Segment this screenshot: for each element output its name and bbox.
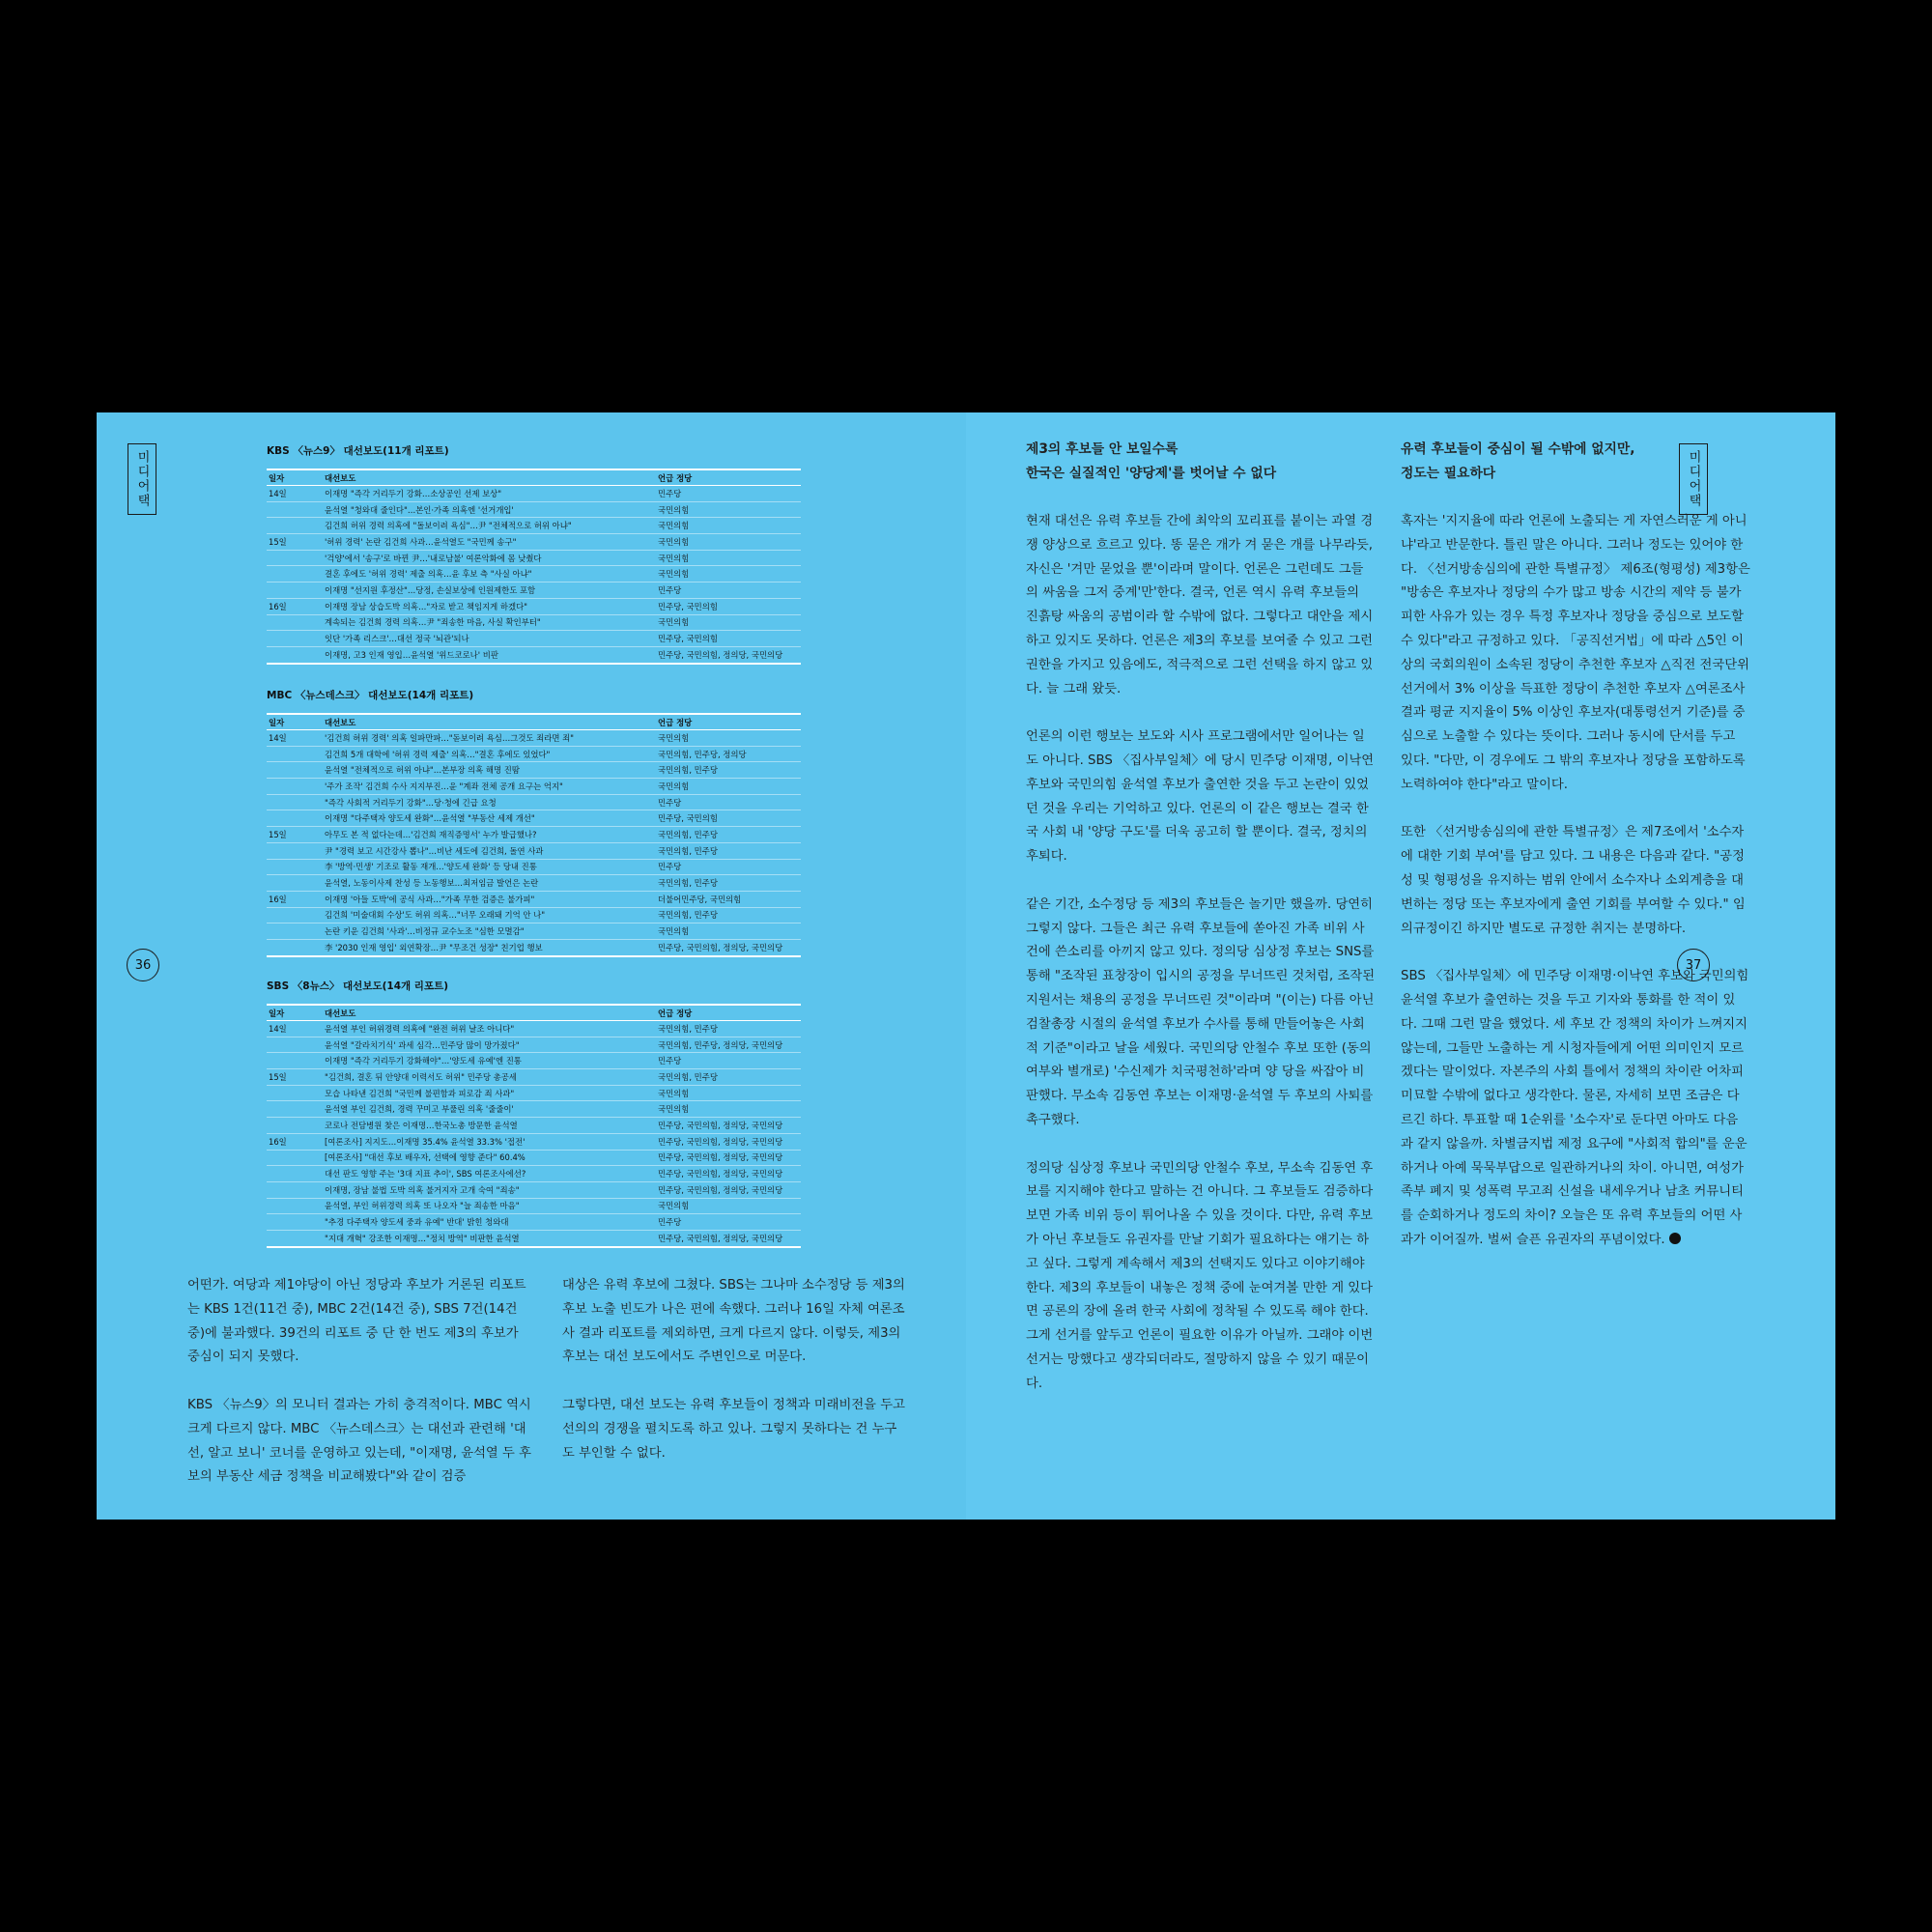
table-row [267,1166,801,1182]
table-row [267,1230,801,1246]
cell-party: 국민의힘, 민주당 [656,1021,801,1037]
cell-party: 국민의힘, 민주당 [656,1069,801,1086]
report-table [267,469,801,665]
col-header-report: 대선보도 [325,472,356,483]
cell-report: 김건희 5개 대학에 '허위 경력 제출' 의혹…"결혼 후에도 있었다" [323,746,656,762]
table-row [267,859,801,875]
cell-party: 민주당, 국민의힘, 정의당, 국민의당 [656,1181,801,1198]
col-header-report: 대선보도 [325,717,356,727]
table-row [267,923,801,940]
section-tag: 미디어택 [1679,443,1708,515]
cell-report: '걱양'에서 '송구'로 바뀐 尹…'내로남불' 여론악화에 몸 낮췄다 [323,550,656,566]
paragraph: 어떤가. 여당과 제1야당이 아닌 정당과 후보가 거론된 리포트는 KBS 1건(11건 중), MBC 2건(14건 중), SBS 7건(14건 중)에 불과했다. 39건의 리포트 중 단 한 번도 제3의 후보가 중심이 되지 못했다. [187,1278,526,1365]
paragraph: 대상은 유력 후보에 그쳤다. SBS는 그나마 소수정당 등 제3의 후보 노출 빈도가 나은 편에 속했다. 그러나 16일 자체 여론조사 결과 리포트를 제외하면, 크게 다르지 않다. 이렇듯, 제3의 후보는 대선 보도에서도 주변인으로 머문다. [562,1278,905,1365]
cell-report: 윤석열 부인 김건희, 경력 꾸미고 부풀린 의혹 '줄줄이' [323,1101,656,1118]
heading-line: 유력 후보들이 중심이 될 수밖에 없지만, [1401,441,1635,457]
table-row [267,550,801,566]
cell-report: 윤석열, 노동이사제 찬성 등 노동행보…최저임금 발언은 논란 [323,875,656,892]
cell-party: 민주당, 국민의힘, 정의당, 국민의당 [656,1166,801,1182]
cell-date [267,1053,323,1069]
table-row [267,1198,801,1214]
cell-report: "지대 개혁" 강조한 이재명…"정치 방역" 비판한 윤석열 [323,1230,656,1246]
table-row [267,730,801,747]
table-row [267,1133,801,1150]
cell-report: 논란 키운 김건희 '사과'…비정규 교수노조 "심한 모멸감" [323,923,656,940]
cell-party: 민주당 [656,859,801,875]
cell-date [267,631,323,647]
table-row [267,1053,801,1069]
section-heading [1401,438,1750,486]
table-row [267,794,801,810]
cell-party: 국민의힘, 민주당 [656,907,801,923]
cell-report: "김건희, 결혼 뒤 안양대 이력서도 허위" 민주당 총공세 [323,1069,656,1086]
cell-party: 국민의힘 [656,550,801,566]
cell-date: 15일 [267,534,323,551]
cell-party: 국민의힘 [656,779,801,795]
table-title: SBS 〈8뉴스〉 대선보도(14개 리포트) [267,980,449,992]
cell-date [267,518,323,534]
table-row [267,1150,801,1166]
right-page [966,412,1835,1520]
paragraph: 정의당 심상정 후보나 국민의당 안철수 후보, 무소속 김동연 후보를 지지해야 한다고 말하는 건 아니다. 그 후보들도 검증하다 보면 가족 비위 등이 튀어나올 수 있을 것이다. 다만, 유력 후보가 아닌 후보들도 유권자를 만날 기회가 필요하다는 얘기는 하고 싶다. 그렇게 계속해서 제3의 선택지도 있다고 이야기해야 한다. 제3의 후보들이 내놓은 정책 중에 눈여겨볼 만한 게 있다면 공론의 장에 올려 한국 사회에 정착될 수 있도록 해야 한다. 그게 선거를 앞두고 언론이 필요한 이유가 아닐까. 그래야 이번 선거는 망했다고 생각되더라도, 절망하지 않을 수 있기 때문이다. [1026,1160,1374,1391]
cell-report: 이재명 '아들 도박'에 공식 사과…"가족 무한 검증은 불가피" [323,891,656,907]
table-row [267,779,801,795]
cell-date: 16일 [267,1133,323,1150]
cell-party: 국민의힘 [656,534,801,551]
cell-report: 잇단 '가족 리스크'…대선 정국 '뇌관'되나 [323,631,656,647]
cell-date [267,859,323,875]
cell-report: 계속되는 김건희 경력 의혹…尹 "죄송한 마음, 사실 확인부터" [323,614,656,631]
cell-date [267,779,323,795]
table-row [267,762,801,779]
table-row [267,810,801,827]
cell-report: 코로나 전담병원 찾은 이재명…한국노총 방문한 윤석열 [323,1118,656,1134]
cell-report: 결혼 후에도 '허위 경력' 제출 의혹…윤 후보 측 "사실 아냐" [323,566,656,582]
cell-report: "추경 다주택자 양도세 중과 유예" 반대' 밝힌 청와대 [323,1214,656,1231]
left-body-column-2 [562,1274,908,1490]
table-row [267,842,801,859]
cell-report: 윤석열 부인 허위경력 의혹에 "완전 허위 날조 아니다" [323,1021,656,1037]
table-row [267,1181,801,1198]
cell-party: 민주당 [656,794,801,810]
cell-party: 국민의힘 [656,1085,801,1101]
cell-date [267,550,323,566]
cell-date [267,501,323,518]
cell-party: 민주당 [656,582,801,599]
kbs-table-block [267,443,801,665]
cell-date: 16일 [267,891,323,907]
cell-party: 국민의힘 [656,614,801,631]
cell-party: 국민의힘 [656,923,801,940]
cell-report: 아무도 본 적 없다는데…'김건희 재직증명서' 누가 발급했나? [323,827,656,843]
cell-report: 李 '방역·민생' 기조로 활동 재개…'양도세 완화' 등 당내 진통 [323,859,656,875]
sbs-table-block [267,979,801,1248]
cell-party: 민주당, 국민의힘, 정의당, 국민의당 [656,1118,801,1134]
paragraph: 혹자는 '지지율에 따라 언론에 노출되는 게 자연스러운 게 아니냐'라고 반문한다. 틀린 말은 아니다. 그러나 정도는 있어야 한다. 〈선거방송심의에 관한 특별규정〉 제6조(형평성) 제3항은 "방송은 후보자나 정당의 수가 많고 방송 시간의 제약 등 불가피한 사유가 있는 경우 특정 후보자나 정당을 중심으로 보도할 수 있다"라고 규정하고 있다. 「공직선거법」에 따라 △5인 이상의 국회의원이 소속된 정당이 추천한 후보자 △직전 전국단위 선거에서 3% 이상을 득표한 정당이 추천한 후보자 △여론조사 결과 평균 지지율이 5% 이상인 후보자(대통령선거 기준)를 중심으로 노출할 수 있다는 뜻이다. 그러나 동시에 단서를 두고 있다. "다만, 이 경우에도 그 밖의 후보자나 정당을 포함하도록 노력하여야 한다"라고 말이다. [1401,514,1750,792]
col-header-party: 언급 정당 [658,717,693,727]
cell-date [267,794,323,810]
cell-party: 국민의힘 [656,566,801,582]
cell-date [267,646,323,663]
cell-date [267,1198,323,1214]
table-row [267,1037,801,1053]
table-row [267,939,801,955]
cell-party: 국민의힘, 민주당 [656,875,801,892]
table-row [267,598,801,614]
cell-party: 국민의힘 [656,730,801,747]
col-header-date: 일자 [269,717,285,727]
cell-date [267,907,323,923]
cell-party: 국민의힘, 민주당, 정의당 [656,746,801,762]
paragraph: 현재 대선은 유력 후보들 간에 최악의 꼬리표를 붙이는 과열 경쟁 양상으로 흐르고 있다. 똥 묻은 개가 겨 묻은 개를 나무라듯, 자신은 '겨만 묻었을 뿐'이라며 말이다. 언론은 그런데도 그들의 싸움을 그저 중계'만'한다. 결국, 언론 역시 유력 후보들의 진흙탕 싸움의 공범이라 할 수밖에 없다. 그렇다고 대안을 제시하고 있지도 못하다. 언론은 제3의 후보를 보여줄 수 있고 그런 권한을 가지고 있음에도, 적극적으로 그런 선택을 하지 않고 있다. 늘 그래 왔듯. [1026,514,1374,696]
cell-report: 윤석열 "전체적으로 허위 아냐"…본부장 의혹 해명 진땀 [323,762,656,779]
cell-report: '김건희 허위 경력' 의혹 일파만파…"돋보이려 욕심…그것도 죄라면 죄" [323,730,656,747]
cell-date [267,582,323,599]
table-row [267,518,801,534]
cell-report: 윤석열 "청와대 줄인다"…본인·가족 의혹엔 '선거개입' [323,501,656,518]
table-row [267,582,801,599]
cell-date [267,1037,323,1053]
cell-party: 국민의힘 [656,1198,801,1214]
table-row [267,827,801,843]
cell-report: 윤석열 "갈라치기식' 과세 심각…민주당 많이 망가졌다" [323,1037,656,1053]
cell-date [267,1101,323,1118]
cell-date [267,1230,323,1246]
page-number: 37 [1677,949,1710,981]
cell-date [267,746,323,762]
cell-report: 윤석열, 부인 허위경력 의혹 또 나오자 "늘 죄송한 마음" [323,1198,656,1214]
cell-report: 이재명 장남 상습도박 의혹…"자로 받고 책임지게 하겠다" [323,598,656,614]
table-row [267,1101,801,1118]
cell-party: 민주당, 국민의힘 [656,631,801,647]
table-row [267,1021,801,1037]
cell-party: 민주당, 국민의힘, 정의당, 국민의당 [656,939,801,955]
cell-report: 이재명 "즉각 거리두기 강화해야"…'양도세 유예'엔 진통 [323,1053,656,1069]
right-body-column-1 [1026,438,1376,1420]
left-body-column-1 [187,1274,533,1514]
cell-date [267,1214,323,1231]
cell-report: "즉각 사회적 거리두기 강화"…당·청에 긴급 요청 [323,794,656,810]
cell-party: 민주당, 국민의힘 [656,810,801,827]
paragraph-last [1401,965,1750,1253]
table-row [267,486,801,502]
table-title: KBS 〈뉴스9〉 대선보도(11개 리포트) [267,445,449,457]
cell-party: 국민의힘, 민주당 [656,762,801,779]
page-number: 36 [127,949,159,981]
table-row [267,746,801,762]
cell-date: 14일 [267,1021,323,1037]
cell-party: 국민의힘, 민주당 [656,827,801,843]
cell-date [267,842,323,859]
section-heading [1026,438,1376,486]
table-row [267,907,801,923]
cell-party: 민주당, 국민의힘, 정의당, 국민의당 [656,1230,801,1246]
table-row [267,631,801,647]
cell-date [267,875,323,892]
table-row [267,614,801,631]
cell-date [267,566,323,582]
cell-date: 15일 [267,1069,323,1086]
cell-report: 이재명, 고3 인재 영입…윤석열 '위드코로나' 비판 [323,646,656,663]
cell-report: '허위 경력' 논란 김건희 사과…윤석열도 "국민께 송구" [323,534,656,551]
cell-party: 민주당 [656,1053,801,1069]
cell-date: 14일 [267,730,323,747]
cell-party: 국민의힘, 민주당 [656,842,801,859]
cell-party: 민주당, 국민의힘 [656,598,801,614]
cell-report: '주가 조작' 김건희 수사 지지부진…윤 "계좌 전체 공개 요구는 억지" [323,779,656,795]
table-row [267,1214,801,1231]
cell-party: 민주당 [656,1214,801,1231]
cell-party: 더불어민주당, 국민의힘 [656,891,801,907]
cell-date [267,614,323,631]
cell-date [267,810,323,827]
cell-date [267,762,323,779]
col-header-date: 일자 [269,1008,285,1018]
paragraph: KBS 〈뉴스9〉의 모니터 결과는 가히 충격적이다. MBC 역시 크게 다르지 않다. MBC 〈뉴스데스크〉는 대선과 관련해 '대선, 알고 보니' 코너를 운영하고 있는데, "이재명, 윤석열 두 후보의 부동산 세금 정책을 비교해봤다"와 같이 검증 [187,1397,531,1485]
cell-report: 이재명, 장남 불법 도박 의혹 불거지자 고개 숙여 "죄송" [323,1181,656,1198]
paragraph-text: SBS 〈집사부일체〉에 민주당 이재명·이낙연 후보와 국민의힘 윤석열 후보가 출연하는 것을 두고 기자와 통화를 한 적이 있다. 그때 그런 말을 했었다. 세 후보 간 정책의 차이가 느껴지지 않는데, 그들만 노출하는 게 시청자들에게 어떤 의미인지 모르겠다는 말이었다. 자본주의 사회 틀에서 정책의 차이란 어차피 미묘할 수밖에 없다고 생각한다. 물론, 자세히 보면 조금은 다르긴 하다. 투표할 때 1순위를 '소수자'로 둔다면 아마도 다음과 같지 않을까. 차별금지법 제정 요구에 "사회적 합의"를 운운하거나 아예 묵묵부답으로 일관하거나의 차이. 아니면, 여성가족부 폐지 및 성폭력 무고죄 신설을 내세우거나 남초 커뮤니티를 순회하거나 정도의 차이? 오늘은 또 유력 후보들의 어떤 사과가 이어질까. 벌써 슬픈 유권자의 푸념이었다. [1401,969,1749,1247]
right-body-column-2 [1401,438,1750,1277]
cell-party: 국민의힘, 민주당, 정의당, 국민의당 [656,1037,801,1053]
table-row [267,566,801,582]
cell-report: 尹 "경력 보고 시간강사 뽑나"…비난 세도에 김건희, 돌연 사과 [323,842,656,859]
paragraph: 언론의 이런 행보는 보도와 시사 프로그램에서만 일어나는 일도 아니다. SBS 〈집사부일체〉에 당시 민주당 이재명, 이낙연 후보와 국민의힘 윤석열 후보가 출연한 것을 두고 논란이 있었던 것을 우리는 기억하고 있다. 언론의 이 같은 행보는 결국 한국 사회 내 '양당 구도'를 더욱 공고히 할 뿐이다. 결국, 정치의 후퇴다. [1026,729,1375,865]
paragraph: 같은 기간, 소수정당 등 제3의 후보들은 놀기만 했을까. 당연히 그렇지 않다. 그들은 최근 유력 후보들에 쏟아진 가족 비위 사건에 쓴소리를 아끼지 않고 있다. 정의당 심상정 후보는 SNS를 통해 "조작된 표창장이 입시의 공정을 무너뜨린 것처럼, 조작된 지원서는 채용의 공정을 무너뜨린 것"이라며 "(이는) 다름 아닌 검찰총장 시절의 윤석열 후보가 수사를 통해 만들어놓은 사회적 기준"이라고 날을 세웠다. 국민의당 안철수 후보 또한 (동의 여부와 별개로) '수신제가 치국평천하'라며 양 당을 싸잡아 비판했다. 무소속 김동연 후보는 이재명·윤석열 두 후보의 사퇴를 촉구했다. [1026,896,1376,1127]
cell-report: 이재명 "선지원 후정산"…당정, 손실보상에 인원제한도 포함 [323,582,656,599]
cell-report: 김건희 허위 경력 의혹에 "돌보이려 욕심"…尹 "전체적으로 허위 아냐" [323,518,656,534]
col-header-party: 언급 정당 [658,472,693,483]
table-row [267,891,801,907]
report-table [267,713,801,957]
cell-party: 국민의힘 [656,1101,801,1118]
table-row [267,646,801,663]
col-header-report: 대선보도 [325,1008,356,1018]
magazine-spread [97,412,1835,1520]
cell-report: 대선 판도 영향 주는 '3대 지표 추이', SBS 여론조사에선? [323,1166,656,1182]
table-row [267,1118,801,1134]
table-row [267,1085,801,1101]
cell-date: 16일 [267,598,323,614]
end-mark-icon [1669,1233,1681,1244]
report-table [267,1004,801,1248]
left-page [97,412,966,1520]
cell-date [267,923,323,940]
heading-line: 제3의 후보들 안 보일수록 [1026,441,1179,457]
cell-party: 민주당, 국민의힘, 정의당, 국민의당 [656,1133,801,1150]
col-header-party: 언급 정당 [658,1008,693,1018]
table-row [267,534,801,551]
table-row [267,875,801,892]
col-header-date: 일자 [269,472,285,483]
cell-date [267,939,323,955]
cell-date: 14일 [267,486,323,502]
section-tag: 미디어택 [128,443,156,515]
cell-date [267,1181,323,1198]
cell-report: 김건희 '미술대회 수상'도 허위 의혹…"너무 오래돼 기억 안 나" [323,907,656,923]
cell-date [267,1118,323,1134]
cell-report: 모습 나타낸 김건희 "국민께 불편함과 피로감 죄 사과" [323,1085,656,1101]
cell-date [267,1150,323,1166]
cell-party: 민주당 [656,486,801,502]
heading-line: 정도는 필요하다 [1401,466,1496,481]
mbc-table-block [267,688,801,957]
cell-party: 국민의힘 [656,501,801,518]
cell-report: [여론조사] "대선 후보 배우자, 선택에 영향 준다" 60.4% [323,1150,656,1166]
heading-line: 한국은 실질적인 '양당제'를 벗어날 수 없다 [1026,466,1277,481]
cell-date [267,1085,323,1101]
cell-report: [여론조사] 지지도…이재명 35.4% 윤석열 33.3% '접전' [323,1133,656,1150]
cell-report: 이재명 "즉각 거리두기 강화…소상공인 선제 보상" [323,486,656,502]
paragraph: 또한 〈선거방송심의에 관한 특별규정〉은 제7조에서 '소수자에 대한 기회 부여'를 담고 있다. 그 내용은 다음과 같다. "공정성 및 형평성을 유지하는 범위 안에서 소수자나 소외계층을 대변하는 정당 또는 후보자에게 출연 기회를 부여할 수 있다." 임의규정이긴 하지만 별도로 규정한 취지는 분명하다. [1401,825,1746,936]
cell-party: 국민의힘 [656,518,801,534]
cell-date [267,1166,323,1182]
cell-report: 李 '2030 인재 영입' 외연확장…尹 "무조건 성장" 친기업 행보 [323,939,656,955]
cell-party: 민주당, 국민의힘, 정의당, 국민의당 [656,646,801,663]
table-title: MBC 〈뉴스데스크〉 대선보도(14개 리포트) [267,690,474,701]
cell-report: 이재명 "다주택자 양도세 완화"…윤석열 "부동산 세제 개선" [323,810,656,827]
paragraph: 그렇다면, 대선 보도는 유력 후보들이 정책과 미래비전을 두고 선의의 경쟁을 펼치도록 하고 있나. 그렇지 못하다는 건 누구도 부인할 수 없다. [562,1397,905,1461]
table-row [267,501,801,518]
table-row [267,1069,801,1086]
cell-party: 민주당, 국민의힘, 정의당, 국민의당 [656,1150,801,1166]
cell-date: 15일 [267,827,323,843]
